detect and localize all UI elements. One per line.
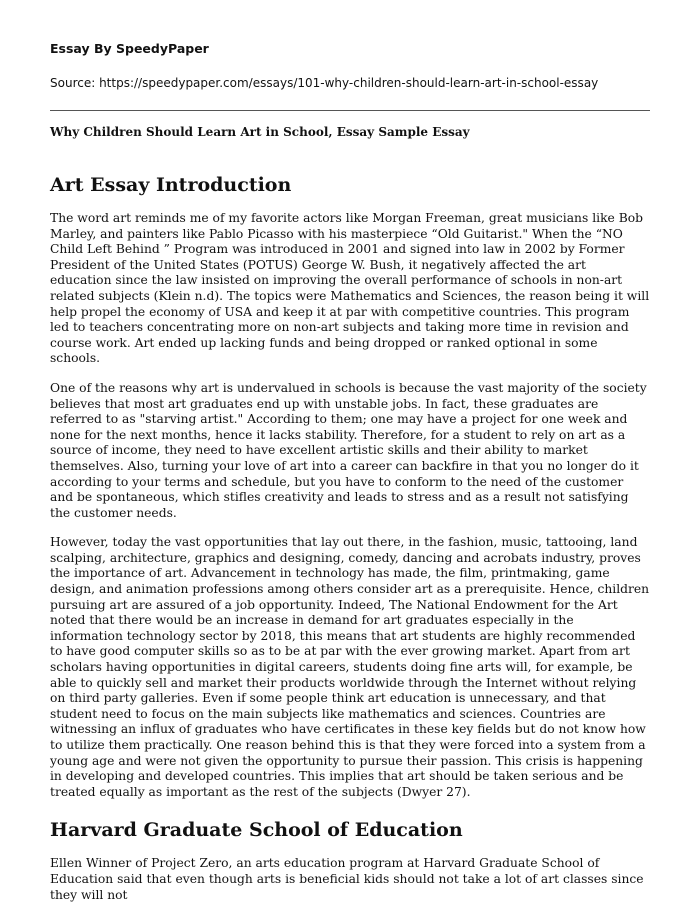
paragraph: One of the reasons why art is undervalued in schools is because the vast majority of the society believes that most art graduates end up with unstable jobs. In fact, these graduates are referred to as "starving artist." According to them; one may have a project for one week and none for the next months, hence it lacks stability. Therefore, for a student to rely on art as a source of income, they need to have excellent artistic skills and their ability to market themselves. Also, turning your love of art into a career can backfire in that you no longer do it according to your terms and schedule, but you have to conform to the need of the customer and be spontaneous, which stifles creativity and leads to stress and as a result not satisfying the customer needs. (50, 380, 647, 520)
section-heading-introduction: Art Essay Introduction (50, 174, 292, 196)
section-heading-harvard: Harvard Graduate School of Education (50, 819, 463, 842)
paragraph: The word art reminds me of my favorite actors like Morgan Freeman, great musicians like Bob Marley, and painters like Pablo Picasso with his masterpiece “Old Guitarist." When the “NO Child Left Behind ” Program was introduced in 2001 and signed into law in 2002 by Former President of the United States (POTUS) George W. Bush, it negatively affected the art education since the law insisted on improving the overall performance of schools in non-art related subjects (Klein n.d). The topics were Mathematics and Sciences, the reason being it will help propel the economy of USA and keep it at par with competitive countries. This program led to teachers concentrating more on non-art subjects and taking more time in revision and course work. Art ended up lacking funds and being dropped or ranked optional in some schools. (50, 211, 650, 366)
header-divider (50, 110, 650, 111)
paragraph: However, today the vast opportunities that lay out there, in the fashion, music, tattooing, land scalping, architecture, graphics and designing, comedy, dancing and acrobats industry, proves the importance of art. Advancement in technology has made, the film, printmaking, game design, and animation professions among others consider art as a prerequisite. Hence, children pursuing art are assured of a job opportunity. Indeed, The National Endowment for the Art noted that there would be an increase in demand for art graduates especially in the information technology sector by 2018, this means that art students are highly recommended to have good computer skills so as to be at par with the ever growing market. Apart from art scholars having opportunities in digital careers, students doing fine arts will, for example, be able to quickly sell and market their products worldwide through the Internet without relying on third party galleries. Even if some people think art education is unnecessary, and that student need to focus on the main subjects like mathematics and sciences. Countries are witnessing an influx of graduates who have certificates in these key fields but do not know how to utilize them practically. One reason behind this is that they were forced into a system from a young age and were not given the opportunity to pursue their passion. This crisis is happening in developing and developed countries. This implies that art should be taken serious and be treated equally as important as the rest of the subjects (Dwyer 27). (50, 535, 650, 799)
document-label: Essay By SpeedyPaper (50, 41, 209, 56)
essay-title: Why Children Should Learn Art in School, Essay Sample Essay (50, 125, 470, 139)
source-line: Source: https://speedypaper.com/essays/101-why-children-should-learn-art-in-school-essay (50, 76, 599, 90)
paragraph: Ellen Winner of Project Zero, an arts education program at Harvard Graduate School of Education said that even though arts is beneficial kids should not take a lot of art classes since they will not (50, 856, 644, 902)
document-page (50, 40, 650, 917)
